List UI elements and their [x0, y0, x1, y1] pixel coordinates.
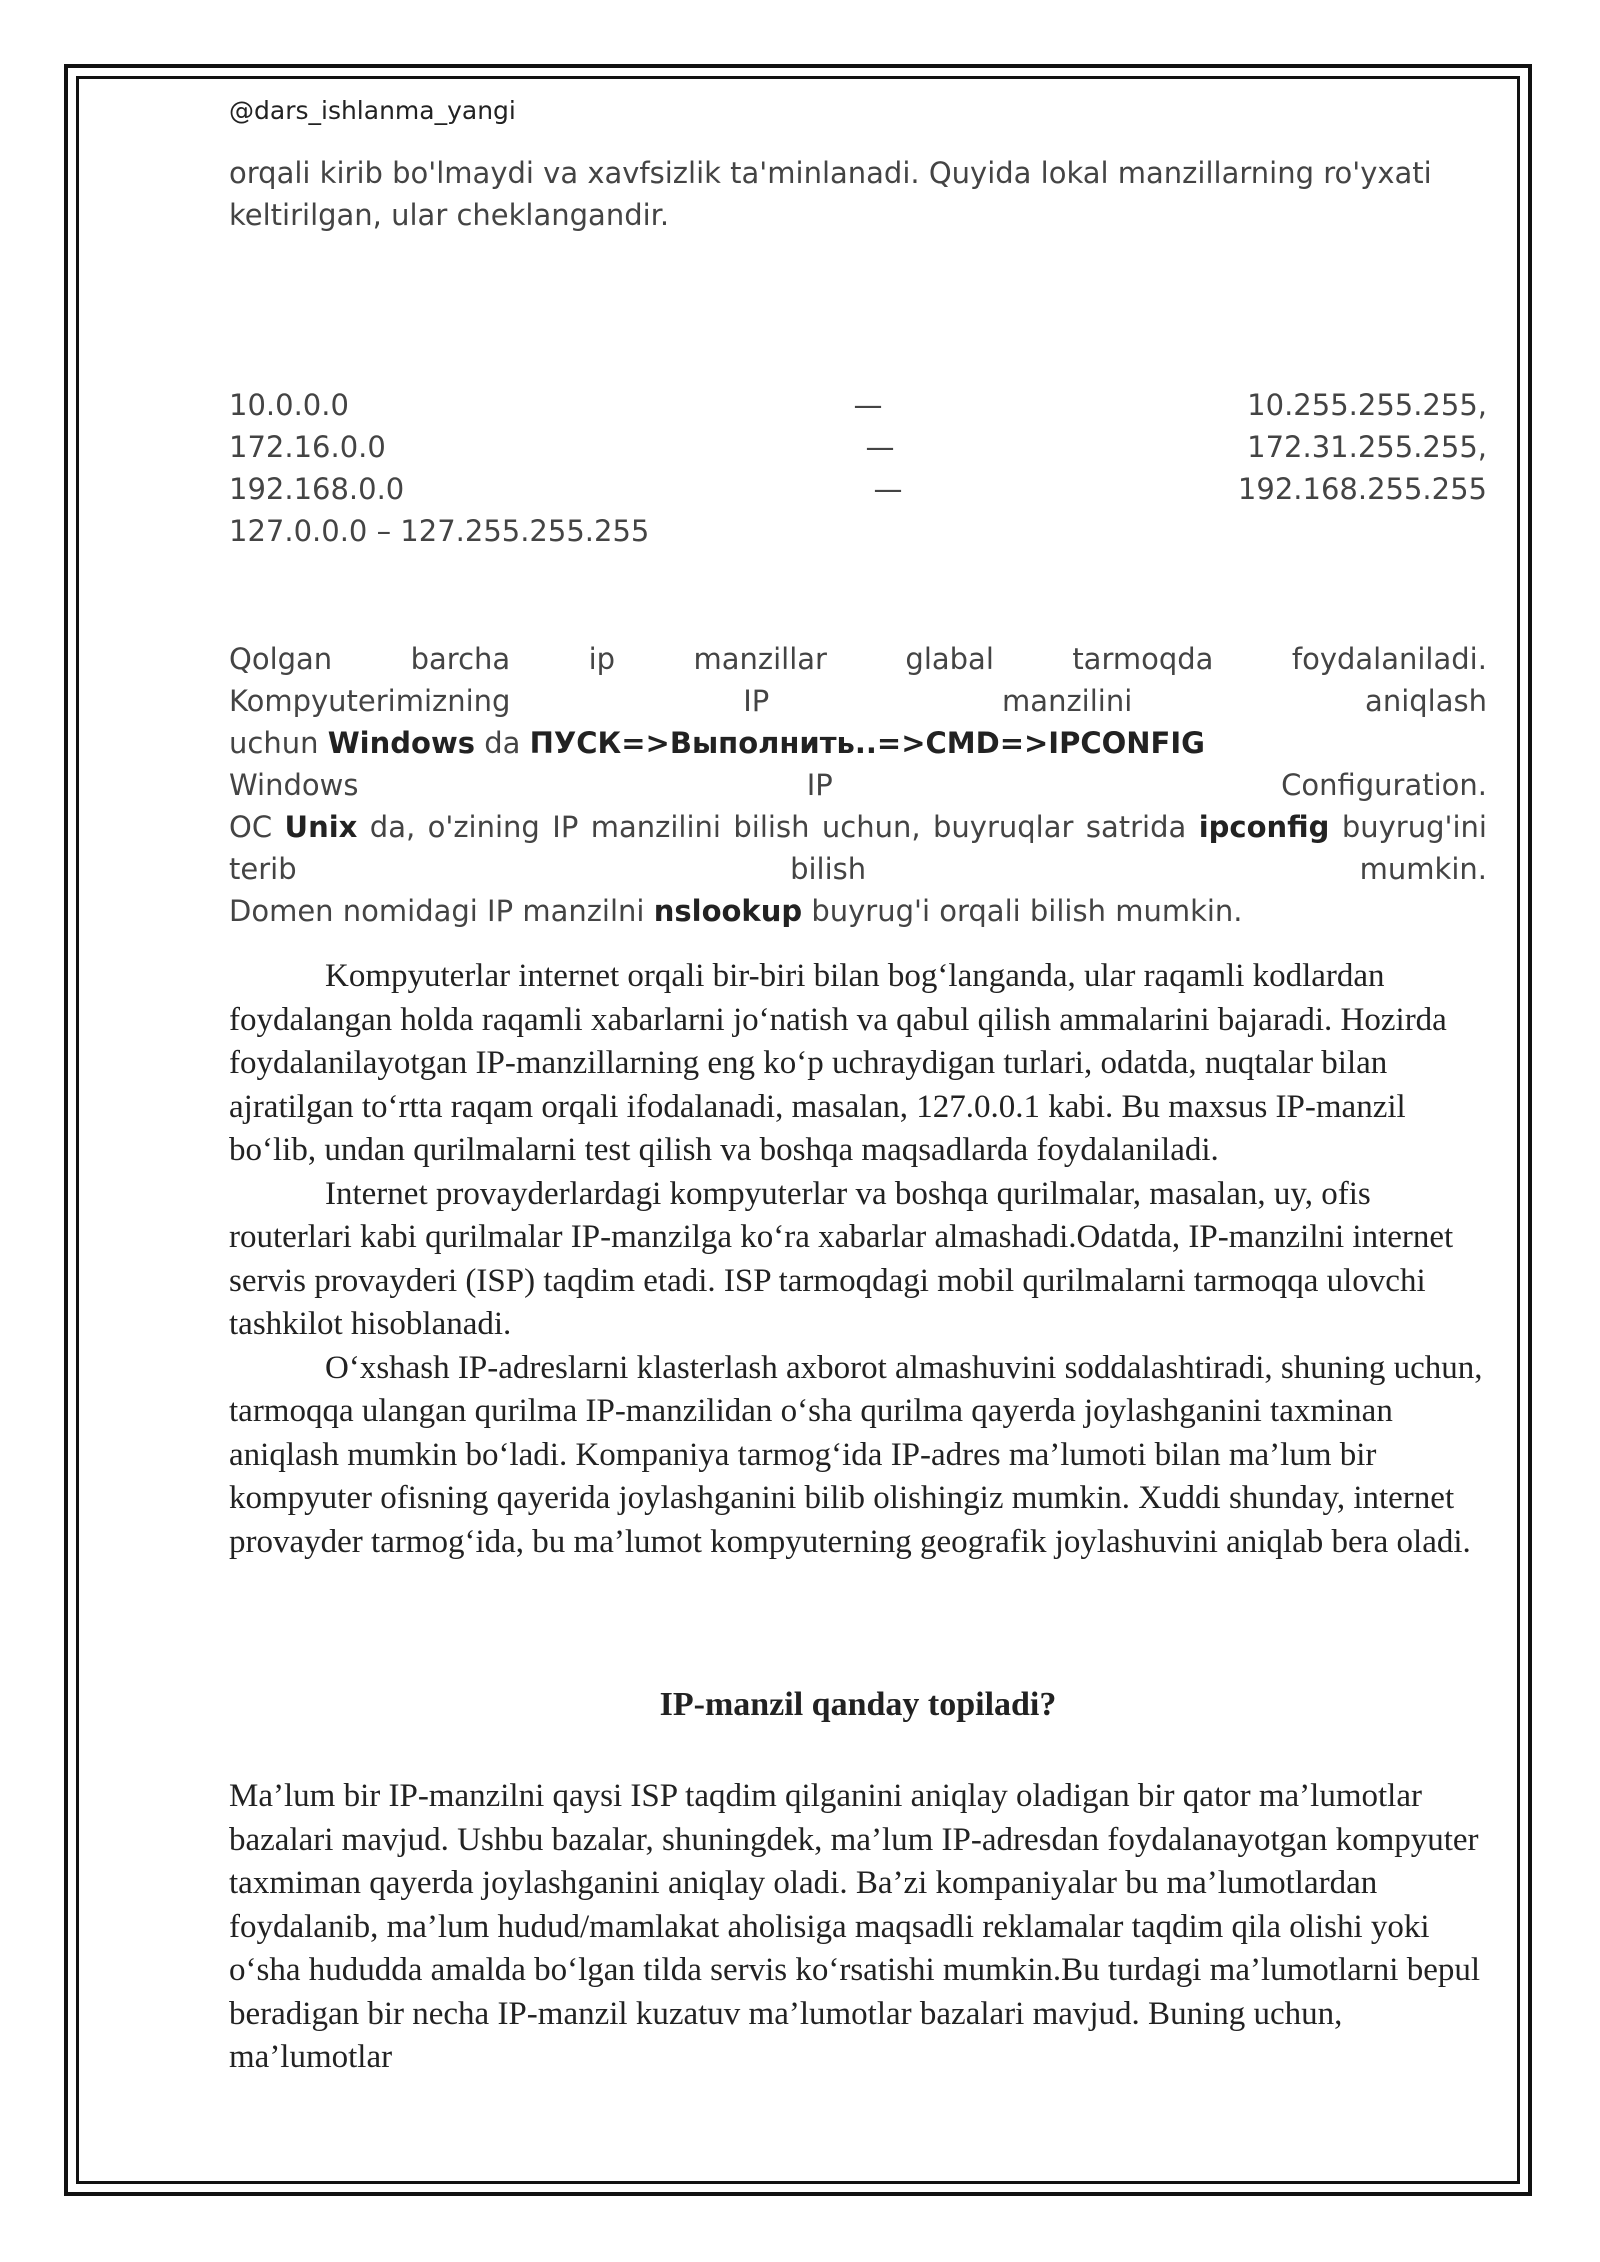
word: ip [588, 642, 616, 676]
info-line [229, 890, 1487, 932]
word: IP [806, 768, 833, 802]
ipconfig-command: ipconfig [1198, 810, 1330, 844]
info-line [229, 638, 1487, 680]
range-end: 172.31.255.255, [1247, 430, 1487, 464]
text-run: buyrug'i orqali bilish mumkin. [802, 894, 1243, 928]
range-dash: — [865, 430, 895, 464]
paragraph: O‘xshash IP-adreslarni klasterlash axborot almashuvini soddalashtiradi, shuning uchun, tarmoqqa ulangan qurilma IP-manzilidan o‘sha qurilma qayerda joylashganini taxminan aniqlash mumkin bo‘ladi. Kompaniya tarmog‘ida IP-adres ma’lumoti bilan ma’lum bir kompyuter ofisning qayerida joylashganini bilib olishingiz mumkin. Xuddi shunday, internet provayder tarmog‘ida, bu ma’lumot kompyuterning geografik joylashuvini aniqlab bera oladi. [229, 1349, 1483, 1560]
range-row [229, 384, 1487, 426]
local-address-ranges [229, 384, 1487, 552]
paragraph: Ma’lum bir IP-manzilni qaysi ISP taqdim qilganini aniqlay oladigan bir qator ma’lumotlar bazalari mavjud. Ushbu bazalar, shuningdek, ma’lum IP-adresdan foydalanayotgan kompyuter taxmiman qayerda joylashganini aniqlay oladi. Ba’zi kompaniyalar bu ma’lumotlardan foydalanib, ma’lum hudud/mamlakat aholisiga maqsadli reklamalar taqdim qila olishi yoki o‘sha hududda amalda bo‘lgan tilda servis ko‘rsatishi mumkin.Bu turdagi ma’lumotlarni bepul beradigan bir necha IP-manzil kuzatuv ma’lumotlar bazalari mavjud. Buning uchun, ma’lumotlar [229, 1778, 1481, 2075]
word: bilish [790, 852, 867, 886]
range-dash: — [873, 472, 903, 506]
windows-command-path: ПУСК=>Выполнить..=>CMD=>IPCONFIG [529, 726, 1205, 760]
word: IP [743, 684, 770, 718]
range-start: 192.168.0.0 [229, 472, 405, 506]
section-heading: IP-manzil qanday topiladi? [659, 1686, 1057, 1723]
range-start: 10.0.0.0 [229, 388, 349, 422]
word: barcha [410, 642, 511, 676]
final-paragraph-block [229, 1775, 1487, 2080]
os-name-unix: Unix [284, 810, 358, 844]
word: terib [229, 852, 297, 886]
info-line [229, 722, 1487, 764]
info-line [229, 680, 1487, 722]
range-loopback: 127.0.0.0 – 127.255.255.255 [229, 514, 650, 548]
paragraph: Internet provayderlardagi kompyuterlar va boshqa qurilmalar, masalan, uy, ofis routerlari kabi qurilmalar IP-manzilga ko‘ra xabarlar almashadi.Odatda, IP-manzilni internet servis provayderi (ISP) taqdim etadi. ISP tarmoqdagi mobil qurilmalarni tarmoqqa ulovchi tashkilot hisoblanadi. [229, 1175, 1454, 1342]
range-end: 10.255.255.255, [1247, 388, 1488, 422]
word: tarmoqda [1072, 642, 1214, 676]
text-run: da, o'zining IP manzilini bilish uchun, buyruqlar satrida [357, 810, 1199, 844]
word: Configuration. [1281, 768, 1487, 802]
paragraph: Kompyuterlar internet orqali bir-biri bilan bog‘langanda, ular raqamli kodlardan foydalangan holda raqamli xabarlarni jo‘natish va qabul qilish ammalarini bajaradi. Hozirda foydalanilayotgan IP-manzillarning eng ko‘p uchraydigan turlari, odatda, nuqtalar bilan ajratilgan to‘rtta raqam orqali ifodalanadi, masalan, 127.0.0.1 kabi. Bu maxsus IP-manzil bo‘lib, undan qurilmalarni test qilish va boshqa maqsadlarda foydalaniladi. [229, 958, 1447, 1168]
intro-line: keltirilgan, ular cheklangandir. [229, 198, 670, 232]
word: Windows [229, 768, 359, 802]
info-line [229, 764, 1487, 806]
range-end: 192.168.255.255 [1237, 472, 1487, 506]
word: mumkin. [1359, 852, 1487, 886]
word: foydalaniladi. [1291, 642, 1487, 676]
info-line [229, 806, 1487, 848]
word: glabal [905, 642, 994, 676]
word: aniqlash [1365, 684, 1487, 718]
text-run: buyrug'ini [1329, 810, 1487, 844]
body-paragraphs [229, 955, 1487, 1564]
word: Qolgan [229, 642, 333, 676]
range-row [229, 468, 1487, 510]
intro-line: orqali kirib bo'lmaydi va xavfsizlik ta'minlanadi. Quyida lokal manzillarning ro'yxati [229, 156, 1432, 190]
range-row [229, 426, 1487, 468]
range-dash: — [853, 388, 883, 422]
intro-text [229, 152, 1487, 236]
nslookup-command: nslookup [653, 894, 803, 928]
range-start: 172.16.0.0 [229, 430, 386, 464]
info-line [229, 848, 1487, 890]
channel-handle: @dars_ishlanma_yangi [229, 96, 516, 125]
ip-info-section [229, 638, 1487, 932]
word: Kompyuterimizning [229, 684, 511, 718]
word: manzillar [693, 642, 827, 676]
text-run: OC [229, 810, 285, 844]
text-run: Domen nomidagi IP manzilni [229, 894, 654, 928]
os-name-windows: Windows [327, 726, 475, 760]
text-run: uchun [229, 726, 328, 760]
word: manzilini [1002, 684, 1133, 718]
text-run: da [475, 726, 530, 760]
